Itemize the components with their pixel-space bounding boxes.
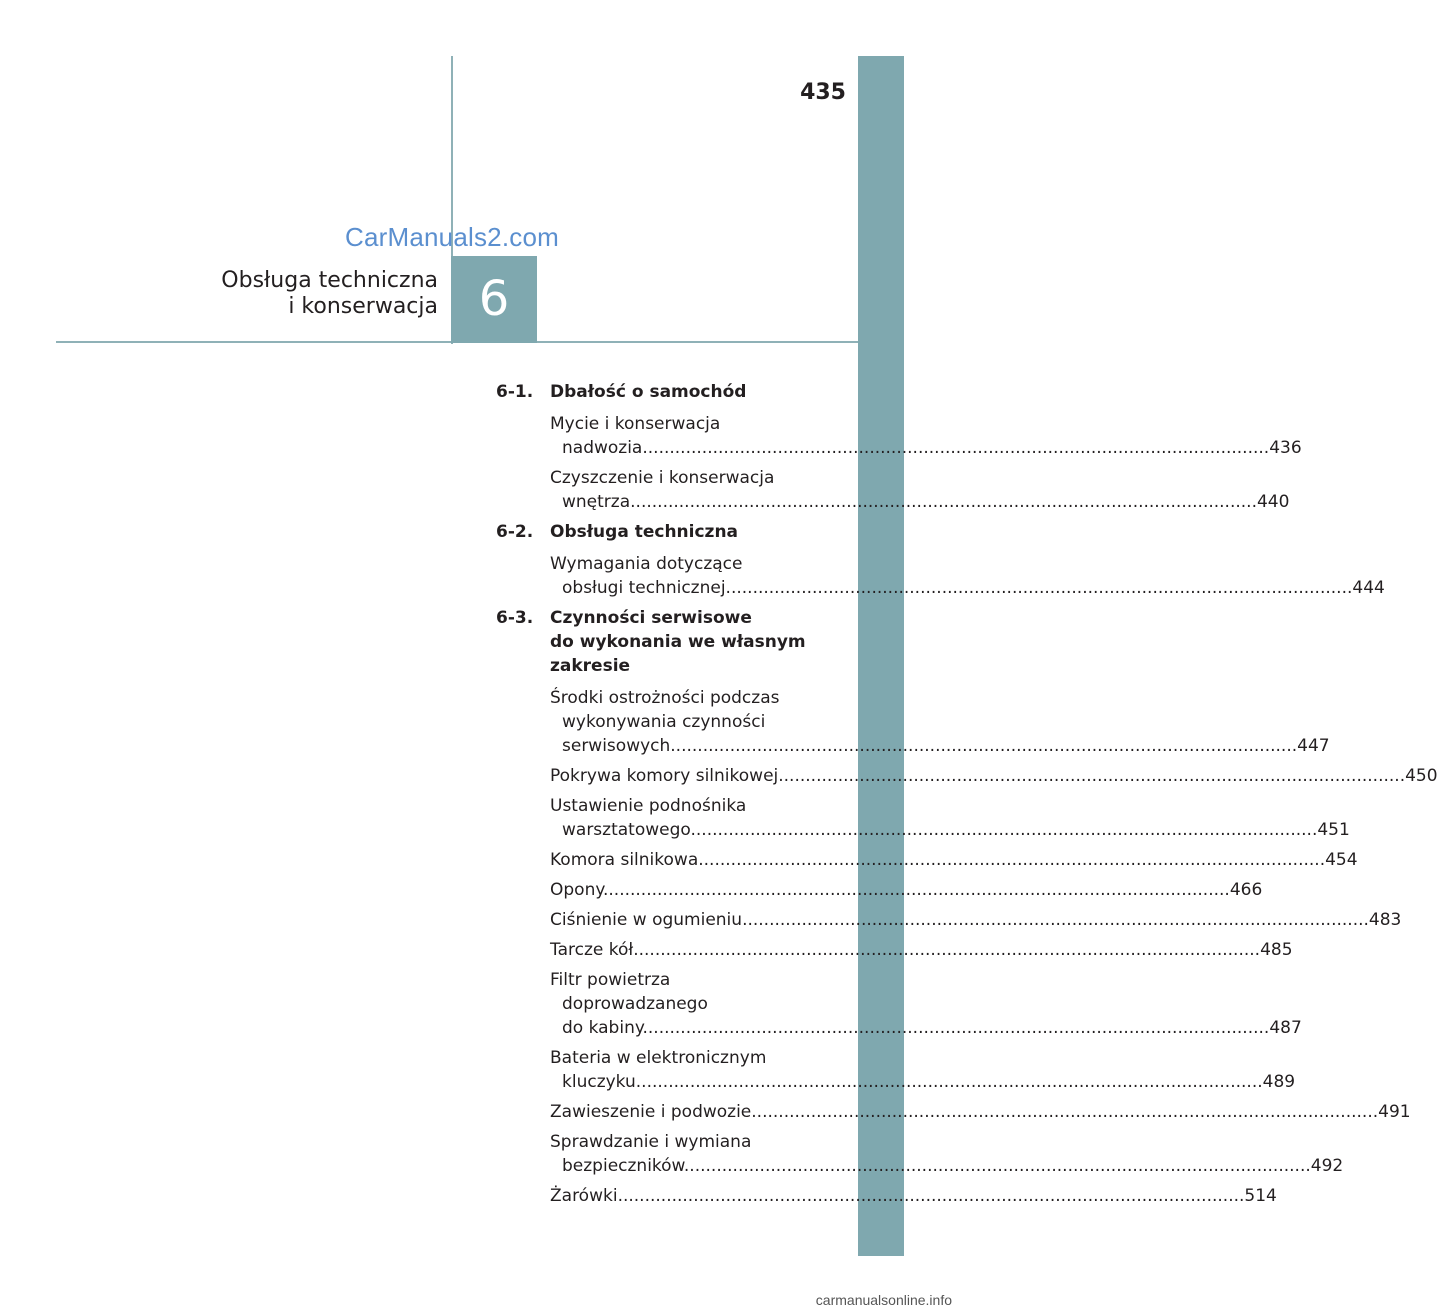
section-title: Czynności serwisowe	[550, 608, 752, 628]
entry-title: Opony	[550, 880, 603, 900]
chapter-title	[221, 268, 438, 320]
entry-title: Ciśnienie w ogumieniu	[550, 910, 743, 930]
entry-line: Sprawdzanie i wymiana	[550, 1132, 752, 1152]
entry-line: wykonywania czynności	[562, 712, 766, 732]
dot-leader	[630, 492, 1257, 512]
toc-entry	[550, 794, 1350, 842]
entry-page-number: 514	[1244, 1186, 1277, 1206]
entry-title: nadwozia	[562, 438, 643, 458]
section-title: Obsługa techniczna	[550, 522, 739, 542]
entry-title: Żarówki	[550, 1186, 618, 1206]
toc-entry	[550, 412, 1302, 460]
entry-page-number: 451	[1317, 820, 1350, 840]
entry-title: Zawieszenie i podwozie	[550, 1102, 752, 1122]
dot-leader	[603, 880, 1230, 900]
chapter-title-line-1: Obsługa techniczna	[221, 268, 438, 293]
section-title: Dbałość o samochód	[550, 382, 747, 402]
toc-section	[496, 380, 822, 404]
section-number: 6-1.	[496, 382, 534, 402]
toc-entry	[550, 552, 1385, 600]
entry-leader-row	[550, 878, 1263, 902]
entry-page-number: 440	[1256, 492, 1290, 512]
entry-title: Pokrywa komory silnikowej	[550, 766, 779, 786]
table-of-contents	[496, 380, 1438, 1214]
entry-line: doprowadzanego	[562, 994, 708, 1014]
entry-leader-row	[550, 1154, 1344, 1178]
entry-title: serwisowych	[562, 736, 671, 756]
entry-page-number: 466	[1229, 880, 1263, 900]
toc-entry	[550, 908, 1402, 932]
dot-leader	[684, 1156, 1311, 1176]
entry-leader-row	[550, 908, 1402, 932]
toc-section	[496, 520, 822, 544]
chapter-title-line-2: i konserwacja	[288, 294, 438, 319]
entry-title: bezpieczników	[562, 1156, 684, 1176]
entry-page-number: 491	[1378, 1102, 1411, 1122]
entry-leader-row	[550, 1016, 1302, 1040]
entry-leader-row	[550, 490, 1290, 514]
entry-page-number: 487	[1269, 1018, 1302, 1038]
dot-leader	[618, 1186, 1245, 1206]
section-title: do wykonania we własnym	[550, 632, 806, 652]
toc-entry	[550, 1046, 1296, 1094]
entry-leader-row	[550, 436, 1302, 460]
entry-page-number: 492	[1310, 1156, 1344, 1176]
toc-entry	[550, 1100, 1411, 1124]
entry-line: Czyszczenie i konserwacja	[550, 468, 775, 488]
dot-leader	[778, 766, 1405, 786]
entry-page-number: 454	[1325, 850, 1358, 870]
section-number: 6-3.	[496, 608, 534, 628]
toc-entry	[550, 938, 1293, 962]
toc-entry	[550, 686, 1330, 758]
dot-leader	[670, 736, 1297, 756]
toc-entry	[550, 1130, 1344, 1178]
toc-entry	[550, 466, 1290, 514]
watermark: CarManuals2.com	[345, 222, 559, 252]
entry-leader-row	[550, 938, 1293, 962]
toc-entry	[550, 848, 1358, 872]
entry-leader-row	[550, 734, 1330, 758]
section-title: zakresie	[550, 656, 631, 676]
page-number: 435	[800, 80, 846, 105]
toc-entry	[550, 1184, 1277, 1208]
dot-leader	[691, 820, 1318, 840]
entry-leader-row	[550, 1070, 1296, 1094]
entry-page-number: 485	[1260, 940, 1293, 960]
entry-title: obsługi technicznej	[562, 578, 726, 598]
entry-leader-row	[550, 764, 1438, 788]
entry-leader-row	[550, 1100, 1411, 1124]
entry-line: Filtr powietrza	[550, 970, 671, 990]
toc-entry	[550, 764, 1438, 788]
dot-leader	[751, 1102, 1378, 1122]
entry-leader-row	[550, 818, 1350, 842]
dot-leader	[636, 1072, 1263, 1092]
entry-line: Ustawienie podnośnika	[550, 796, 747, 816]
toc-section	[496, 606, 822, 678]
dot-leader	[698, 850, 1325, 870]
entry-page-number: 489	[1262, 1072, 1296, 1092]
entry-line: Środki ostrożności podczas	[550, 688, 780, 708]
entry-page-number: 444	[1352, 578, 1385, 598]
entry-line: Mycie i konserwacja	[550, 414, 721, 434]
entry-title: do kabiny	[562, 1018, 643, 1038]
entry-page-number: 436	[1269, 438, 1302, 458]
footer-watermark: carmanualsonline.info	[815, 1292, 952, 1308]
dot-leader	[642, 438, 1269, 458]
entry-leader-row	[550, 576, 1385, 600]
entry-line: Wymagania dotyczące	[550, 554, 743, 574]
toc-entry	[550, 968, 1302, 1040]
entry-line: Bateria w elektronicznym	[550, 1048, 767, 1068]
entry-page-number: 447	[1297, 736, 1330, 756]
entry-title: Tarcze kół	[550, 940, 634, 960]
entry-leader-row	[550, 1184, 1277, 1208]
section-number: 6-2.	[496, 522, 534, 542]
entry-leader-row	[550, 848, 1358, 872]
entry-page-number: 483	[1368, 910, 1402, 930]
entry-title: wnętrza	[562, 492, 631, 512]
toc-entry	[550, 878, 1263, 902]
entry-title: Komora silnikowa	[550, 850, 699, 870]
entry-title: warsztatowego	[562, 820, 691, 840]
entry-title: kluczyku	[562, 1072, 636, 1092]
dot-leader	[742, 910, 1369, 930]
dot-leader	[726, 578, 1353, 598]
entry-page-number: 450	[1405, 766, 1438, 786]
chapter-number-box: 6	[451, 256, 537, 343]
dot-leader	[633, 940, 1260, 960]
dot-leader	[642, 1018, 1269, 1038]
